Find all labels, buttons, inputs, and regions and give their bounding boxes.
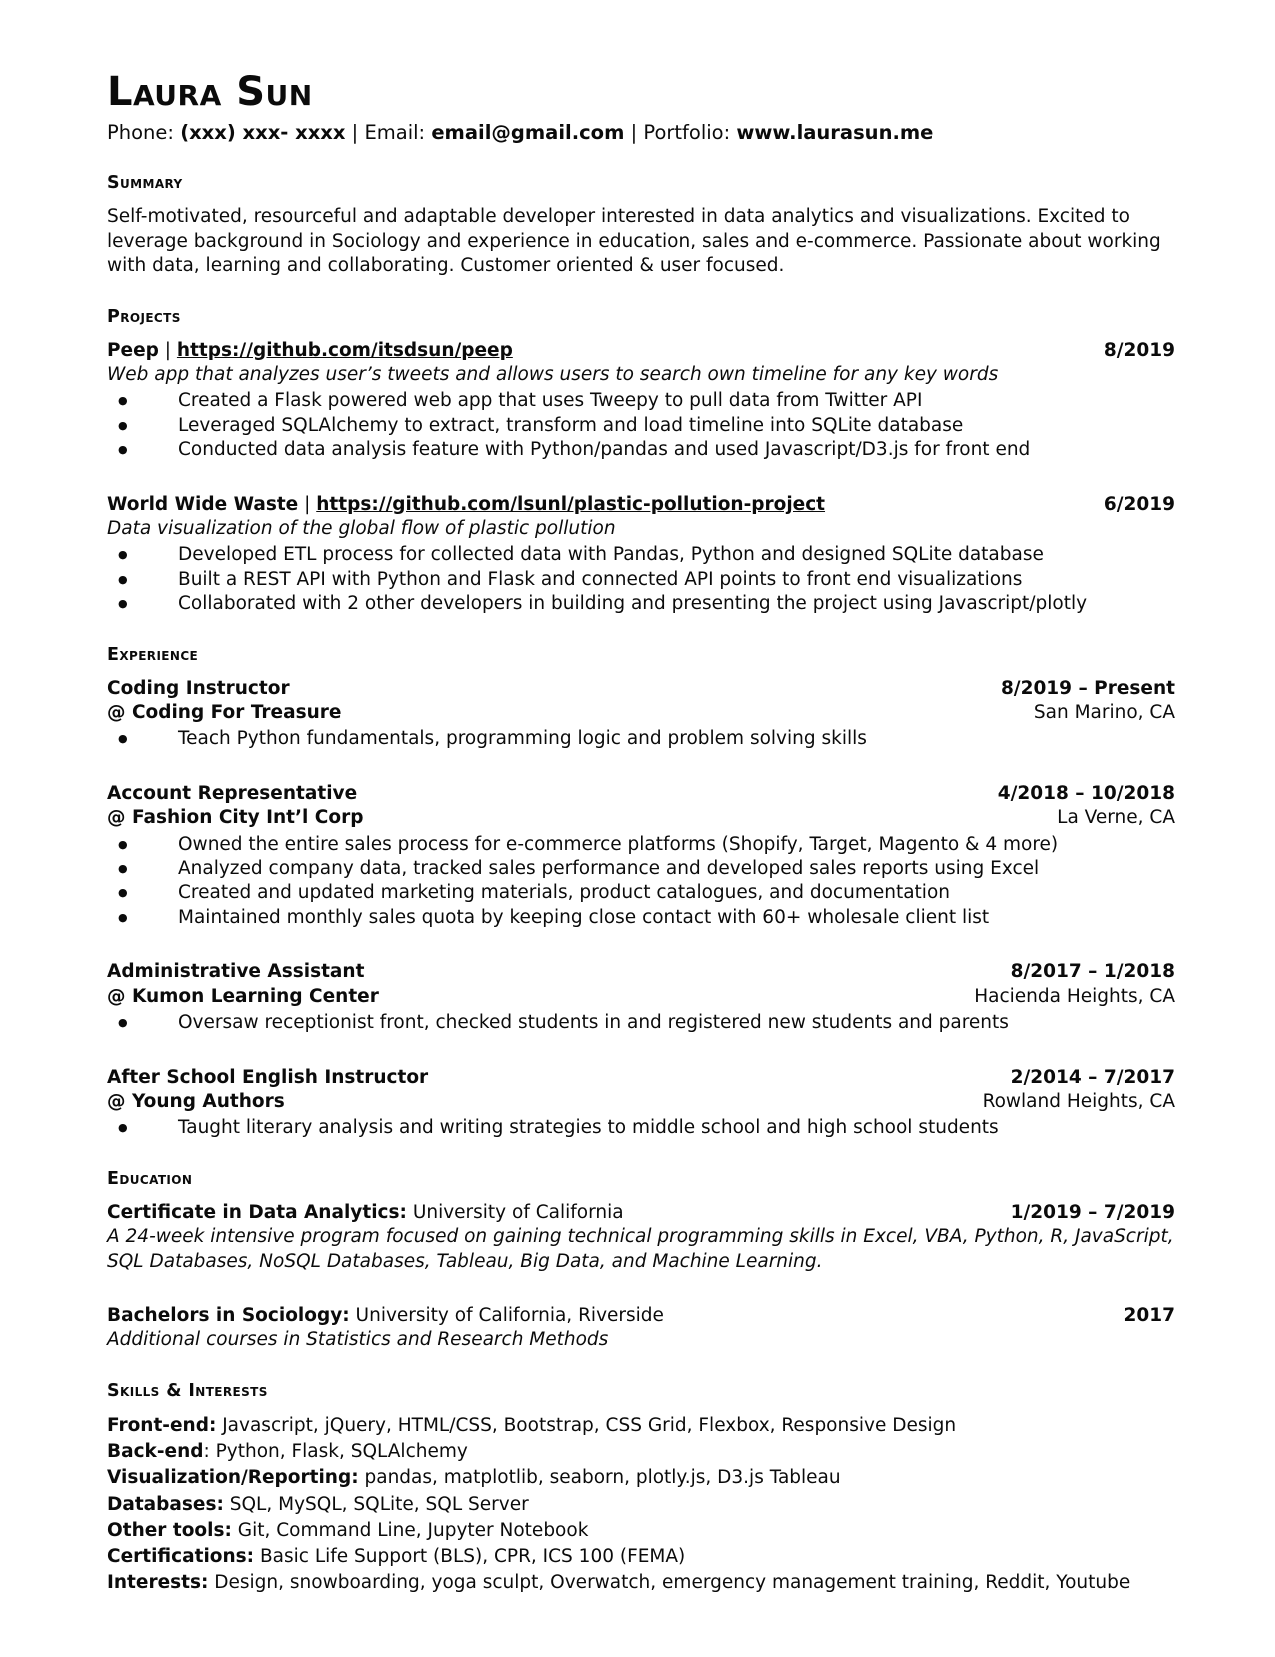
section-education — [107, 1169, 1175, 1353]
experience-entry-administrative-assistant — [107, 960, 1175, 1035]
portfolio-label: Portfolio: — [643, 121, 731, 144]
pipe-separator: | — [304, 493, 311, 515]
skill-label: Back-end — [107, 1441, 204, 1463]
job-bullet-list — [107, 1116, 1175, 1140]
bullet-item: ● Leveraged SQLAlchemy to extract, transform and load timeline into SQLite database — [107, 414, 1175, 438]
job-company: @ Coding For Treasure — [107, 702, 342, 724]
bullet-item: ● Collaborated with 2 other developers in building and presenting the project using Javascript/plotly — [107, 592, 1175, 616]
school-name: University of California — [412, 1201, 624, 1223]
summary-text: Self-motivated, resourceful and adaptable developer interested in data analytics and visualizations. Excited to leverage background in Sociology and experience in education, sales and e-commerce. Passionate about working with data, learning and collaborating. Customer oriented & user focused. — [107, 206, 1161, 277]
section-experience — [107, 645, 1175, 1141]
phone-label: Phone: — [107, 121, 174, 144]
skill-label: Front-end: — [107, 1414, 217, 1436]
skill-row-databases — [107, 1492, 1175, 1518]
skill-row-certifications — [107, 1544, 1175, 1570]
project-entry-world-wide-waste — [107, 493, 1175, 617]
bullet-item: ● Teach Python fundamentals, programming logic and problem solving skills — [107, 727, 1175, 751]
degree-name: Bachelors in Sociology: — [107, 1304, 350, 1326]
project-description: Web app that analyzes user’s tweets and allows users to search own timeline for any key words — [107, 363, 999, 385]
section-projects — [107, 307, 1175, 617]
project-entry-peep — [107, 339, 1175, 463]
email-label: Email: — [364, 121, 426, 144]
skill-row-visualization — [107, 1465, 1175, 1491]
candidate-name: Laura Sun — [107, 69, 313, 115]
job-dates: 8/2019 – Present — [1000, 677, 1175, 699]
project-title-row — [107, 339, 1175, 363]
bullet-item: ● Created a Flask powered web app that uses Tweepy to pull data from Twitter API — [107, 389, 1175, 413]
project-description: Data visualization of the global flow of plastic pollution — [107, 518, 616, 539]
email-value: email@gmail.com — [431, 121, 625, 144]
education-description: A 24-week intensive program focused on gaining technical programming skills in Excel, VBA, Python, R, JavaScript, SQL Databases, NoSQL Databases, Tableau, Big Data, and Machine Learning. — [107, 1226, 1174, 1272]
skill-text: Javascript, jQuery, HTML/CSS, Bootstrap, CSS Grid, Flexbox, Responsive Design — [216, 1414, 957, 1436]
education-date: 2017 — [1123, 1304, 1175, 1326]
project-title — [107, 339, 513, 363]
skill-text: : Python, Flask, SQLAlchemy — [203, 1441, 468, 1463]
job-title-row — [107, 960, 1175, 984]
bullet-item: ● Owned the entire sales process for e-commerce platforms (Shopify, Target, Magento & 4 more) — [107, 833, 1175, 857]
skill-label: Interests: — [107, 1572, 209, 1594]
skill-label: Certifications: — [107, 1546, 255, 1568]
pipe-separator: | — [164, 339, 172, 361]
bullet-item: ● Taught literary analysis and writing strategies to middle school and high school students — [107, 1116, 1175, 1140]
education-title — [107, 1201, 624, 1225]
section-skills-interests — [107, 1381, 1175, 1597]
job-dates: 2/2014 – 7/2017 — [1010, 1066, 1175, 1088]
job-company-row — [107, 1090, 1175, 1114]
job-bullet-list — [107, 1011, 1175, 1035]
bullet-item: ● Created and updated marketing materials, product catalogues, and documentation — [107, 881, 1175, 905]
project-title — [107, 493, 825, 517]
contact-line — [107, 120, 1175, 145]
projects-heading: Projects — [107, 306, 181, 327]
skill-text: Design, snowboarding, yoga sculpt, Overwatch, emergency management training, Reddit, Youtube — [208, 1572, 1131, 1594]
pipe-separator: | — [351, 121, 359, 144]
resume-header — [107, 70, 1175, 145]
bullet-item: ● Built a REST API with Python and Flask and connected API points to front end visualizations — [107, 568, 1175, 592]
job-title-row — [107, 1066, 1175, 1090]
job-bullet-list — [107, 727, 1175, 751]
job-location: Rowland Heights, CA — [982, 1090, 1175, 1112]
skill-text: Git, Command Line, Jupyter Notebook — [231, 1519, 589, 1541]
skill-row-interests — [107, 1570, 1175, 1596]
bullet-item: ● Maintained monthly sales quota by keeping close contact with 60+ wholesale client list — [107, 906, 1175, 930]
education-title-row — [107, 1304, 1175, 1328]
project-bullet-list — [107, 389, 1175, 462]
job-title: Account Representative — [107, 782, 358, 804]
job-company: @ Young Authors — [107, 1090, 285, 1112]
job-location: Hacienda Heights, CA — [974, 985, 1175, 1007]
experience-entry-english-instructor — [107, 1066, 1175, 1141]
skill-label: Other tools: — [107, 1519, 232, 1541]
job-company: @ Fashion City Int’l Corp — [107, 807, 364, 829]
skill-text: Basic Life Support (BLS), CPR, ICS 100 (FEMA) — [254, 1546, 686, 1568]
skill-text: SQL, MySQL, SQLite, SQL Server — [223, 1493, 529, 1515]
job-location: La Verne, CA — [1057, 807, 1175, 829]
degree-name: Certificate in Data Analytics: — [107, 1201, 407, 1223]
job-title-row — [107, 677, 1175, 701]
job-title: Administrative Assistant — [107, 961, 365, 983]
job-title: Coding Instructor — [107, 677, 290, 699]
job-company-row — [107, 985, 1175, 1009]
project-name: Peep — [107, 339, 159, 361]
project-link[interactable]: https://github.com/lsunl/plastic-pollution-project — [316, 493, 826, 515]
education-title-row — [107, 1201, 1175, 1225]
bullet-item: ● Conducted data analysis feature with Python/pandas and used Javascript/D3.js for front end — [107, 438, 1175, 462]
portfolio-value: www.laurasun.me — [736, 121, 934, 144]
pipe-separator: | — [630, 121, 638, 144]
skills-heading: Skills & Interests — [107, 1380, 268, 1401]
education-description: Additional courses in Statistics and Research Methods — [107, 1329, 609, 1351]
education-title — [107, 1304, 664, 1328]
skill-label: Databases: — [107, 1493, 224, 1515]
bullet-item: ● Developed ETL process for collected data with Pandas, Python and designed SQLite database — [107, 543, 1175, 567]
experience-heading: Experience — [107, 644, 199, 665]
job-location: San Marino, CA — [1033, 702, 1175, 724]
job-title-row — [107, 782, 1175, 806]
experience-entry-account-representative — [107, 782, 1175, 930]
job-bullet-list — [107, 833, 1175, 931]
summary-heading: Summary — [107, 173, 183, 194]
job-title: After School English Instructor — [107, 1066, 429, 1088]
education-date: 1/2019 – 7/2019 — [1010, 1201, 1175, 1223]
project-date: 6/2019 — [1103, 493, 1175, 515]
bullet-item: ● Analyzed company data, tracked sales performance and developed sales reports using Excel — [107, 857, 1175, 881]
skill-row-back-end — [107, 1439, 1175, 1465]
skill-text: pandas, matplotlib, seaborn, plotly.js, D3.js Tableau — [358, 1467, 841, 1489]
education-entry-certificate — [107, 1201, 1175, 1274]
job-dates: 4/2018 – 10/2018 — [997, 782, 1175, 804]
school-name: University of California, Riverside — [355, 1304, 664, 1326]
project-name: World Wide Waste — [107, 493, 299, 515]
skill-row-front-end — [107, 1413, 1175, 1439]
skill-row-other-tools — [107, 1518, 1175, 1544]
project-date: 8/2019 — [1103, 339, 1175, 361]
phone-value: (xxx) xxx- xxxx — [180, 121, 346, 144]
job-company-row — [107, 701, 1175, 725]
project-link[interactable]: https://github.com/itsdsun/peep — [176, 339, 513, 361]
education-heading: Education — [107, 1168, 193, 1189]
job-dates: 8/2017 – 1/2018 — [1010, 961, 1175, 983]
education-entry-bachelors — [107, 1304, 1175, 1353]
job-company: @ Kumon Learning Center — [107, 985, 379, 1007]
project-title-row — [107, 493, 1175, 517]
job-company-row — [107, 806, 1175, 830]
experience-entry-coding-instructor — [107, 677, 1175, 752]
section-summary — [107, 173, 1175, 278]
skill-label: Visualization/Reporting: — [107, 1467, 359, 1489]
project-bullet-list — [107, 543, 1175, 616]
bullet-item: ● Oversaw receptionist front, checked students in and registered new students and parents — [107, 1011, 1175, 1035]
